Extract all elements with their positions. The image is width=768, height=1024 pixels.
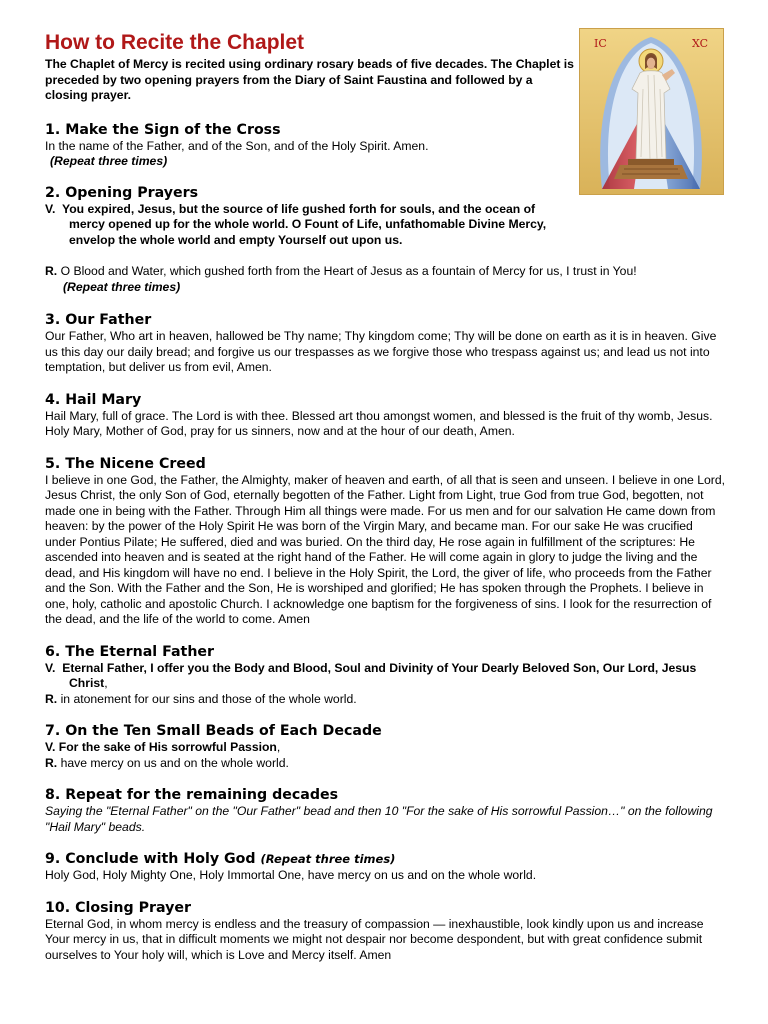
section-heading: 4. Hail Mary [45, 391, 142, 408]
section-heading: 8. Repeat for the remaining decades [45, 787, 339, 803]
response-label: R. [45, 264, 58, 278]
section-heading-text: 9. Conclude with Holy God [45, 851, 256, 867]
intro-paragraph: The Chaplet of Mercy is recited using ordinary rosary beads of five decades. The Chaplet is preceded by two opening prayers from the Diary of Saint Faustina and followed by a closing prayer. [45, 57, 574, 102]
response [45, 692, 725, 708]
section-text: Hail Mary, full of grace. The Lord is with thee. Blessed art thou amongst women, and blessed is the fruit of thy womb, Jesus. Holy Mary, Mother of God, pray for us sinners, now and at the hour of our death, Amen. [45, 408, 713, 438]
section-text: Our Father, Who art in heaven, hallowed be Thy name; Thy kingdom come; Thy will be done on earth as it is in heaven. Give us this day our daily bread; and forgive us our trespasses as we forgive those who trespass against us; and lead us not into temptation, but deliver us from evil, Amen. [45, 329, 717, 374]
icon-lettering-ic: IC [594, 37, 607, 50]
versicle-text: For the sake of His sorrowful Passion [58, 740, 277, 754]
section-heading [45, 850, 725, 868]
section-heading: 2. Opening Prayers [45, 184, 199, 201]
section-text: Holy God, Holy Mighty One, Holy Immortal One, have mercy on us and on the whole world. [45, 868, 537, 882]
section-our-father [45, 311, 725, 376]
repeat-note: (Repeat three times) [63, 279, 181, 294]
response-text: O Blood and Water, which gushed forth from the Heart of Jesus as a fountain of Mercy for us, I trust in You! [60, 264, 637, 278]
versicle-label: V. [45, 740, 56, 754]
section-sign-of-cross [45, 121, 725, 170]
page-title: How to Recite the Chaplet [45, 31, 305, 54]
versicle: V. For the sake of His sorrowful Passion, [45, 740, 281, 754]
section-text: In the name of the Father, and of the Son, and of the Holy Spirit. Amen. [45, 138, 429, 153]
versicle-label: V. [45, 201, 56, 216]
response [45, 756, 725, 772]
section-heading: 5. The Nicene Creed [45, 455, 206, 472]
section-eternal-father [45, 643, 725, 708]
versicle-label: V. [45, 660, 56, 675]
icon-lettering-xc: XC [692, 37, 709, 50]
response-label: R. [45, 755, 58, 770]
section-heading: 1. Make the Sign of the Cross [45, 121, 281, 138]
section-heading: 3. Our Father [45, 312, 152, 328]
section-text: Eternal God, in whom mercy is endless and the treasury of compassion — inexhaustible, look kindly upon us and increase Your mercy in us, that in difficult moments we might not despair nor become despondent, but with great confidence submit ourselves to Your holy will, which is Love and Mercy itself. Amen [45, 916, 704, 962]
section-heading: 10. Closing Prayer [45, 899, 191, 916]
section-heading: 7. On the Ten Small Beads of Each Decade [45, 723, 382, 739]
section-holy-god [45, 850, 725, 884]
response [45, 264, 725, 280]
section-ten-small-beads [45, 722, 725, 771]
section-heading: 6. The Eternal Father [45, 643, 215, 660]
section-text: Saying the "Eternal Father" on the "Our Father" bead and then 10 "For the sake of His sorrowful Passion…" on the following "Hail Mary" beads. [45, 804, 713, 834]
versicle [45, 202, 567, 249]
section-remaining-decades [45, 786, 725, 835]
versicle: V. Eternal Father, I offer you the Body and Blood, Soul and Divinity of Your Dearly Beloved Son, Our Lord, Jesus Christ, [45, 660, 697, 690]
section-hail-mary [45, 391, 725, 440]
repeat-note: (Repeat three times) [50, 154, 168, 168]
repeat-note: (Repeat three times) [260, 852, 396, 866]
section-opening-prayers [45, 184, 725, 296]
versicle-text: Eternal Father, I offer you the Body and Blood, Soul and Divinity of Your Dearly Beloved Son, Our Lord, Jesus Christ [62, 660, 697, 690]
chaplet-document [45, 30, 725, 963]
response-text: have mercy on us and on the whole world. [60, 755, 289, 770]
section-nicene-creed [45, 455, 725, 628]
section-text: I believe in one God, the Father, the Almighty, maker of heaven and earth, of all that is seen and unseen. I believe in one Lord, Jesus Christ, the only Son of God, eternally begotten of the Father. Light from Light, true God from true God, begotten, not made one in being with the Father. Through Him all things were made. For us men and for our salvation He came down from heaven: by the power of the Holy Spirit He was born of the Virgin Mary, and became man. For our sake He was crucified under Pontius Pilate; He suffered, died and was buried. On the third day, He rose again in fulfillment of the scriptures: He ascended into heaven and is seated at the right hand of the Father. He will come again in glory to judge the living and the dead, and His kingdom will have no end. I believe in the Holy Spirit, the Lord, the giver of life, who proceeds from the Father and the Son. With the Father and the Son, He is worshiped and glorified; He has spoken through the Prophets. I believe in one, holy, catholic and apostolic Church. I acknowledge one baptism for the forgiveness of sins. I look for the resurrection of the dead, and the life of the world to come. Amen [45, 472, 725, 626]
versicle-text: You expired, Jesus, but the source of life gushed forth for souls, and the ocean of mercy opened up for the whole world. O Fount of Life, unfathomable Divine Mercy, envelop the whole world and empty Yourself out upon us. [61, 201, 547, 247]
section-closing-prayer [45, 899, 725, 964]
response-text: in atonement for our sins and those of the whole world. [60, 691, 357, 706]
response-label: R. [45, 691, 58, 706]
